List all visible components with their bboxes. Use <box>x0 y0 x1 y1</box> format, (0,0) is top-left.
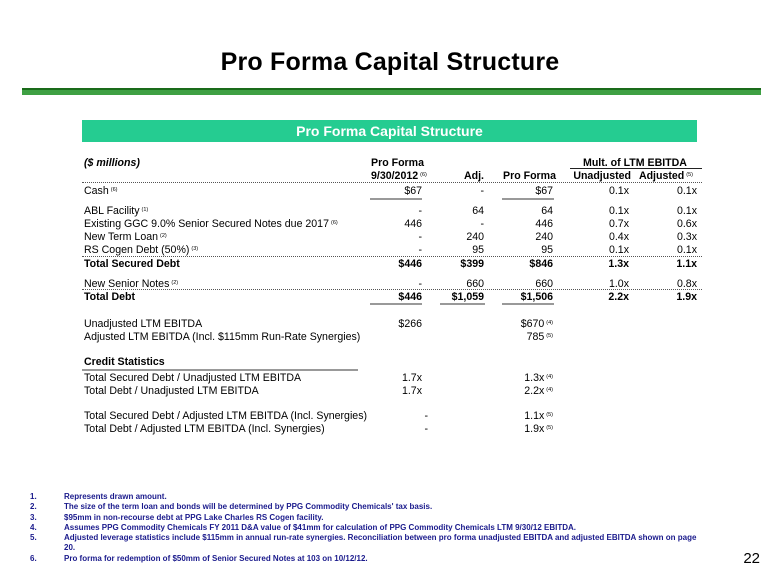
cell-pro-forma: $67 <box>535 185 553 197</box>
footnote-item <box>30 523 704 533</box>
cell-pro-forma: 95 <box>541 244 553 256</box>
cell-pf-9-30-2012: - <box>418 278 422 290</box>
row-label: New Term Loan $^{(2)}$ <box>84 231 167 243</box>
cell-mult-adjusted: 0.1x <box>676 205 697 217</box>
footnote-ref: (2) <box>160 233 167 239</box>
footnote-ref: (5) <box>546 425 553 431</box>
cell-mult-unadjusted: 1.0x <box>608 278 629 290</box>
footnote-ref: (2) <box>171 280 179 286</box>
cell-pf-9-30-2012: - <box>418 231 422 243</box>
cell-pf-9-30-2012: - <box>418 205 422 217</box>
credit-heading-rule <box>82 369 358 371</box>
cell-pro-forma: $846 <box>529 258 553 270</box>
cell-adj: - <box>480 218 484 230</box>
total-rule <box>82 289 702 290</box>
cell-pf-9-30-2012: $67 <box>404 185 422 197</box>
footnote-number: 6. <box>30 553 37 563</box>
cell-mult-adjusted: 0.1x <box>676 244 697 256</box>
footnote-number: 4. <box>30 522 37 532</box>
page-title: Pro Forma Capital Structure <box>220 48 560 76</box>
footnote-ref: (4) <box>546 374 553 380</box>
col-adjusted-header: Adjusted $^{(5)}$ <box>638 170 693 182</box>
mult-group-underline <box>570 168 702 169</box>
cell-mult-unadjusted: 0.4x <box>608 231 629 243</box>
footnote-item <box>30 513 704 523</box>
cell-mult-unadjusted: 1.3x <box>608 258 629 270</box>
footnote-number: 3. <box>30 512 37 522</box>
row-label: ABL Facility $^{(1)}$ <box>84 205 149 217</box>
total-double-rule <box>370 303 422 305</box>
cell-adj: 95 <box>472 244 484 256</box>
units-label: ($ millions) <box>84 157 140 169</box>
footnote-text: The size of the term loan and bonds will be determined by PPG Commodity Chemicals' tax basis. <box>64 502 433 512</box>
footnote-item <box>30 554 704 564</box>
ebitda-pf-value: $266 <box>398 318 422 330</box>
credit-stat-proforma: 1.1x $^{(5)}$ <box>524 410 553 422</box>
footnote-ref: (5) <box>686 172 693 178</box>
footnote-ref: (1) <box>141 207 149 213</box>
cell-mult-adjusted: 0.6x <box>676 218 697 230</box>
title-rule-green <box>22 90 761 95</box>
footnote-ref: (4) <box>546 387 553 393</box>
col-pf-date: 9/30/2012 $^{(6)}$ <box>371 170 427 182</box>
credit-stat-label: Total Secured Debt / Adjusted LTM EBITDA (Incl. Synergies) <box>84 410 368 422</box>
cell-pf-9-30-2012: - <box>418 244 422 256</box>
footnote-ref: (6) <box>110 187 118 193</box>
cell-adj: $399 <box>460 258 484 270</box>
footnote-number: 1. <box>30 492 37 501</box>
mult-group-header: Mult. of LTM EBITDA <box>583 157 687 169</box>
cell-mult-unadjusted: 0.7x <box>608 218 629 230</box>
col-pf-header: Pro Forma <box>371 157 424 169</box>
cell-adj: 660 <box>466 278 484 290</box>
credit-stat-label: Total Debt / Adjusted LTM EBITDA (Incl. Synergies) <box>84 423 325 435</box>
footnote-text: Represents drawn amount. <box>64 492 167 501</box>
footnote-text: Adjusted leverage statistics include $115mm in annual run-rate synergies. Reconciliation between pro forma unadjusted EBITDA and adjusted EBITDA shown on page 20. <box>64 533 697 553</box>
footnote-item <box>30 533 704 554</box>
row-label: Total Debt <box>84 291 136 303</box>
cell-mult-adjusted: 0.8x <box>676 278 697 290</box>
row-label: Total Secured Debt <box>84 258 180 270</box>
footnote-text: Pro forma for redemption of $50mm of Senior Secured Notes at 103 on 10/12/12. <box>64 553 368 563</box>
table-banner: Pro Forma Capital Structure <box>82 120 697 142</box>
header-rule <box>82 182 702 183</box>
footnote-item <box>30 492 704 502</box>
footnote-ref: (6) <box>420 172 427 178</box>
cell-adj: 240 <box>466 231 484 243</box>
cell-pf-9-30-2012: $446 <box>398 258 422 270</box>
row-label: New Senior Notes $^{(2)}$ <box>84 278 179 290</box>
row-label: RS Cogen Debt (50%) $^{(3)}$ <box>84 244 199 256</box>
cell-pf-9-30-2012: 446 <box>404 218 422 230</box>
cell-mult-unadjusted: 0.1x <box>608 185 629 197</box>
total-double-rule <box>440 303 485 305</box>
cell-adj: $1,059 <box>451 291 484 303</box>
ebitda-label: Adjusted LTM EBITDA (Incl. $115mm Run-Rate Synergies) <box>84 331 361 343</box>
secured-total-rule <box>82 256 702 257</box>
col-adj-header: Adj. <box>463 170 484 182</box>
ebitda-label: Unadjusted LTM EBITDA <box>84 318 203 330</box>
credit-stat-pf: 1.7x <box>401 385 422 397</box>
footnote-text: Assumes PPG Commodity Chemicals FY 2011 D&A value of $41mm for calculation of PPG Commodity Chemicals LTM 9/30/12 EBITDA. <box>64 522 576 532</box>
cell-pro-forma: 64 <box>541 205 553 217</box>
ebitda-proforma-value: $670 $^{(4)}$ <box>520 318 553 330</box>
footnote-number: 2. <box>30 502 37 512</box>
cell-adj: 64 <box>472 205 484 217</box>
cell-mult-adjusted: 1.1x <box>676 258 697 270</box>
cell-mult-adjusted: 1.9x <box>676 291 697 303</box>
footnote-item <box>30 502 704 512</box>
credit-stat-label: Total Debt / Unadjusted LTM EBITDA <box>84 385 259 397</box>
footnote-ref: (6) <box>330 220 338 226</box>
cell-mult-adjusted: 0.3x <box>676 231 697 243</box>
cash-rule <box>502 198 554 200</box>
cell-mult-unadjusted: 2.2x <box>608 291 629 303</box>
row-label: Existing GGC 9.0% Senior Secured Notes due 2017 $^{(6)}$ <box>84 218 338 230</box>
cash-rule <box>370 198 422 200</box>
credit-statistics-heading: Credit Statistics <box>84 356 165 368</box>
credit-stat-label: Total Secured Debt / Unadjusted LTM EBITDA <box>84 372 302 384</box>
row-label: Cash $^{(6)}$ <box>84 185 118 197</box>
credit-stat-pf: - <box>424 423 428 435</box>
cell-mult-unadjusted: 0.1x <box>608 244 629 256</box>
footnote-text: $95mm in non-recourse debt at PPG Lake Charles RS Cogen facility. <box>64 512 324 522</box>
col-unadjusted-header: Unadjusted <box>573 170 631 182</box>
cell-pro-forma: $1,506 <box>520 291 553 303</box>
cell-mult-adjusted: 0.1x <box>676 185 697 197</box>
page-number: 22 <box>743 550 760 567</box>
cell-pro-forma: 240 <box>535 231 553 243</box>
footnote-ref: (4) <box>546 320 553 326</box>
cell-pf-9-30-2012: $446 <box>398 291 422 303</box>
footnote-ref: (5) <box>546 412 553 418</box>
cell-adj: - <box>480 185 484 197</box>
credit-stat-proforma: 1.9x $^{(5)}$ <box>524 423 553 435</box>
cell-mult-unadjusted: 0.1x <box>608 205 629 217</box>
footnote-ref: (3) <box>191 246 199 252</box>
cell-pro-forma: 446 <box>535 218 553 230</box>
footnote-number: 5. <box>30 533 37 543</box>
ebitda-proforma-value: 785 $^{(5)}$ <box>526 331 553 343</box>
credit-stat-proforma: 1.3x $^{(4)}$ <box>524 372 553 384</box>
total-double-rule <box>502 303 554 305</box>
footnotes <box>30 492 704 564</box>
cell-pro-forma: 660 <box>535 278 553 290</box>
credit-stat-proforma: 2.2x $^{(4)}$ <box>524 385 553 397</box>
footnote-ref: (5) <box>546 333 553 339</box>
credit-stat-pf: 1.7x <box>401 372 422 384</box>
credit-stat-pf: - <box>424 410 428 422</box>
col-proforma-header: Pro Forma <box>503 170 556 182</box>
